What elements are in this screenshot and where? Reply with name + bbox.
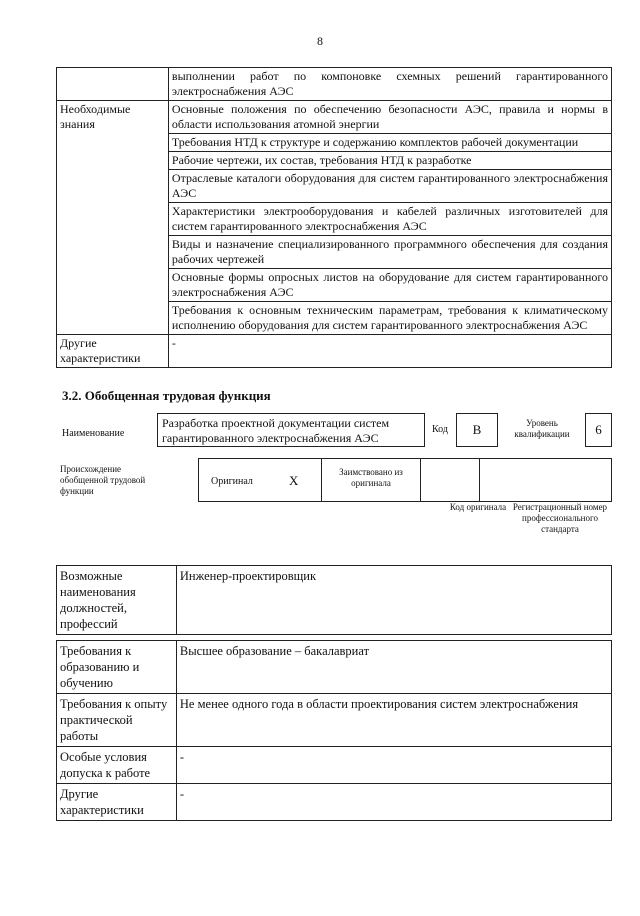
knowledge-item: Требования НТД к структуре и содержанию комплектов рабочей документации	[168, 134, 611, 152]
level-value: 6	[595, 422, 602, 437]
other-characteristics-value: -	[168, 335, 611, 368]
knowledge-item: Рабочие чертежи, их состав, требования НТД к разработке	[168, 152, 611, 170]
knowledge-item: Требования к основным техническим параметрам, требования к климатическому исполнению оборудования для систем гарантированного электроснабжения АЭС	[168, 302, 611, 335]
experience-value: Не менее одного года в области проектирования систем электроснабжения	[176, 694, 611, 747]
education-value: Высшее образование – бакалавриат	[176, 641, 611, 694]
code-label: Код	[432, 424, 448, 435]
other-characteristics-label: Другие характеристики	[57, 335, 169, 368]
education-label: Требования к образованию и обучению	[57, 641, 177, 694]
table-row	[57, 68, 612, 101]
table-row	[57, 747, 612, 784]
other-value: -	[176, 784, 611, 821]
reg-number-caption: Регистрационный номер профессионального стандарта	[512, 502, 608, 534]
positions-label: Возможные наименования должностей, профессий	[57, 566, 177, 635]
function-name-value: Разработка проектной документации систем гарантированного электроснабжения АЭС	[162, 416, 390, 445]
knowledge-item: Основные формы опросных листов на оборудование для систем гарантированного электроснабжения АЭС	[168, 269, 611, 302]
function-name-box	[157, 413, 425, 447]
knowledge-item: Виды и назначение специализированного программного обеспечения для создания рабочих чертежей	[168, 236, 611, 269]
table-row	[57, 566, 612, 635]
table-row	[57, 335, 612, 368]
section-heading: 3.2. Обобщенная трудовая функция	[62, 388, 271, 403]
original-label: Оригинал	[211, 476, 253, 487]
experience-label: Требования к опыту практической работы	[57, 694, 177, 747]
origin-box	[198, 458, 612, 502]
knowledge-table	[56, 67, 612, 368]
borrowed-label: Заимствовано из оригинала	[339, 467, 403, 488]
code-value: B	[472, 422, 482, 437]
knowledge-label: Необходимые знания	[57, 101, 169, 335]
origin-label: Происхождение обобщенной трудовой функции	[60, 464, 146, 496]
code-box	[456, 413, 498, 447]
level-label: Уровень квалификации	[514, 418, 570, 439]
knowledge-item: Отраслевые каталоги оборудования для систем гарантированного электроснабжения АЭС	[168, 170, 611, 203]
knowledge-continued-cell: выполнении работ по компоновке схемных решений гарантированного электроснабжения АЭС	[168, 68, 611, 101]
name-label: Наименование	[62, 428, 125, 439]
requirements-table	[56, 640, 612, 821]
empty-label-cell	[57, 68, 169, 101]
positions-table	[56, 565, 612, 635]
knowledge-item: Характеристики электрооборудования и кабелей различных изготовителей для систем гарантированного электроснабжения АЭС	[168, 203, 611, 236]
origin-divider	[479, 459, 480, 501]
other-label: Другие характеристики	[57, 784, 177, 821]
admission-value: -	[176, 747, 611, 784]
knowledge-item: Основные положения по обеспечению безопасности АЭС, правила и нормы в области использования атомной энергии	[168, 101, 611, 134]
table-row	[57, 784, 612, 821]
admission-label: Особые условия допуска к работе	[57, 747, 177, 784]
table-row	[57, 101, 612, 134]
positions-value: Инженер-проектировщик	[176, 566, 611, 635]
table-row	[57, 694, 612, 747]
table-row	[57, 641, 612, 694]
code-original-caption: Код оригинала	[449, 502, 507, 512]
level-box	[585, 413, 612, 447]
origin-divider	[420, 459, 421, 501]
page-number: 8	[317, 34, 323, 48]
original-mark: X	[289, 473, 299, 488]
